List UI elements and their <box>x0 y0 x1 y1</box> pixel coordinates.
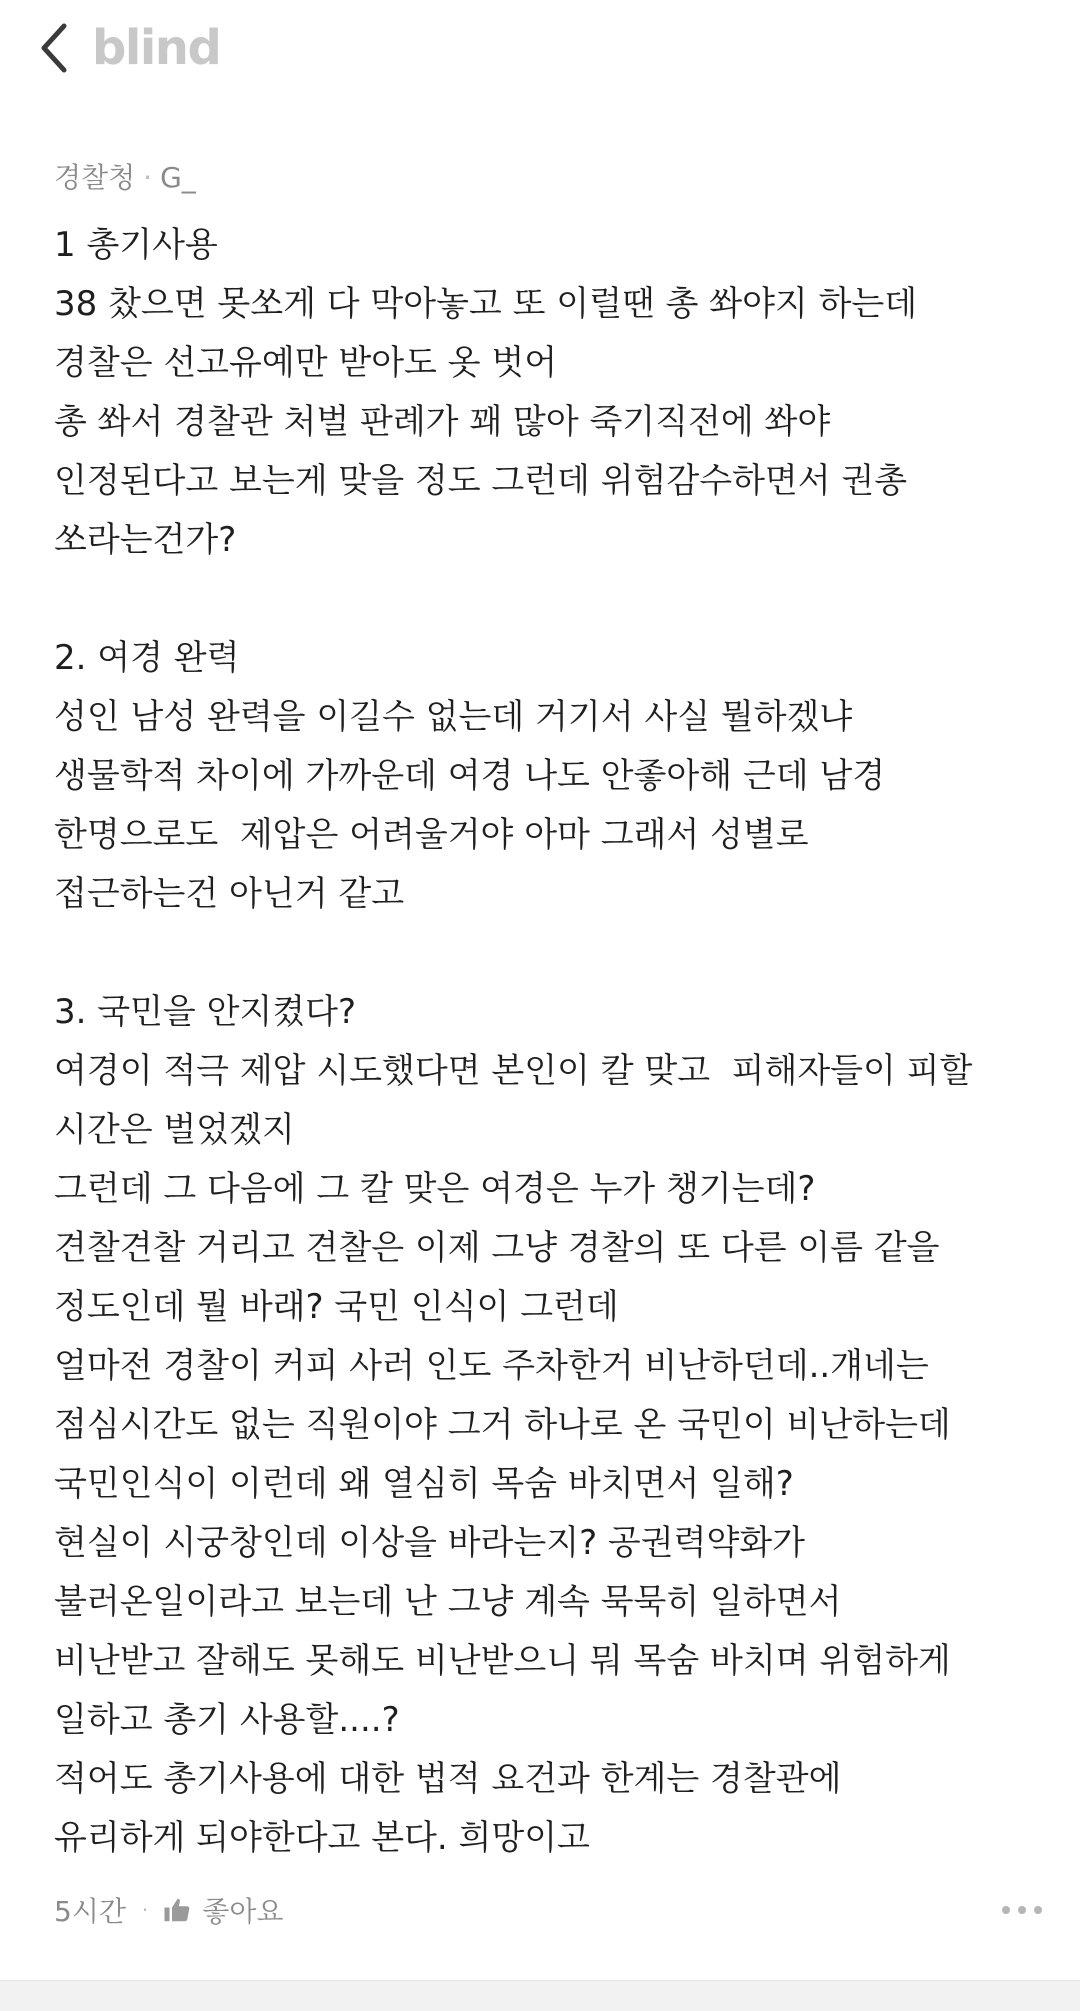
author-company[interactable]: 경찰청 <box>54 161 136 194</box>
more-dot <box>1002 1906 1010 1914</box>
author-separator: · <box>143 161 153 194</box>
like-button[interactable] <box>162 1890 283 1930</box>
blank-line <box>54 924 1054 983</box>
post-text-line: 1 총기사용 <box>54 225 218 265</box>
post-text-line: 경찰은 선고유예만 받아도 옷 벗어 <box>54 343 558 383</box>
blind-logo[interactable]: blind <box>92 20 221 76</box>
post-body <box>54 216 1054 1868</box>
post-text-line: 점심시간도 없는 직원이야 그거 하나로 온 국민이 비난하는데 <box>54 1405 951 1445</box>
post-text-line: 성인 남성 완력을 이길수 없는데 거기서 사실 뭘하겠냐 <box>54 697 853 737</box>
post-text-line: 총 쏴서 경찰관 처벌 판례가 꽤 많아 죽기직전에 쏴야 <box>54 402 831 442</box>
thumbs-up-icon <box>162 1895 192 1925</box>
blank-line <box>54 570 1054 629</box>
post-author <box>54 158 196 198</box>
post-footer <box>54 1885 1034 1935</box>
post-text-line: 그런데 그 다음에 그 칼 맞은 여경은 누가 챙기는데? <box>54 1169 816 1209</box>
post-text-line: 38 찼으면 못쏘게 다 막아놓고 또 이럴땐 총 쏴야지 하는데 <box>54 284 918 324</box>
like-label: 좋아요 <box>202 1895 284 1928</box>
more-dot <box>1018 1906 1026 1914</box>
post-text-line: 정도인데 뭘 바래? 국민 인식이 그런데 <box>54 1287 619 1327</box>
post-text-line: 생물학적 차이에 가까운데 여경 나도 안좋아해 근데 남경 <box>54 756 886 796</box>
post-text-line: 시간은 벌었겠지 <box>54 1110 295 1150</box>
post-text-line: 접근하는건 아닌거 같고 <box>54 874 405 914</box>
post-text-line: 국민인식이 이런데 왜 열심히 목숨 바치면서 일해? <box>54 1464 794 1504</box>
chevron-left-icon <box>36 20 76 76</box>
post-text-line: 불러온일이라고 보는데 난 그냥 계속 묵묵히 일하면서 <box>54 1582 842 1622</box>
post-text-line: 3. 국민을 안지켰다? <box>54 992 357 1032</box>
post-text-line: 현실이 시궁창인데 이상을 바라는지? 공권력약화가 <box>54 1523 805 1563</box>
post-text-line: 비난받고 잘해도 못해도 비난받으니 뭐 목숨 바치며 위험하게 <box>54 1641 951 1681</box>
top-bar <box>0 0 1080 100</box>
post-text-line: 여경이 적극 제압 시도했다면 본인이 칼 맞고 피해자들이 피할 <box>54 1051 973 1091</box>
post-text-line: 얼마전 경찰이 커피 사러 인도 주차한거 비난하던데..걔네는 <box>54 1346 929 1386</box>
more-options-button[interactable] <box>1002 1900 1042 1920</box>
post-text-line: 인정된다고 보는게 맞을 정도 그런데 위험감수하면서 권총 <box>54 461 908 501</box>
more-dot <box>1034 1906 1042 1914</box>
post-text-line: 견찰견찰 거리고 견찰은 이제 그냥 경찰의 또 다른 이름 같을 <box>54 1228 940 1268</box>
post-text-line: 2. 여경 완력 <box>54 638 240 678</box>
post-text-line: 쏘라는건가? <box>54 520 237 560</box>
footer-separator: · <box>141 1898 149 1922</box>
back-button[interactable] <box>36 20 76 76</box>
post-text-line: 유리하게 되야한다고 본다. 희망이고 <box>54 1818 590 1858</box>
author-name: G_ <box>160 161 196 194</box>
post-text-line: 적어도 총기사용에 대한 법적 요건과 한계는 경찰관에 <box>54 1759 842 1799</box>
post-text-line: 일하고 총기 사용할....? <box>54 1700 400 1740</box>
bottom-divider <box>0 1980 1080 2011</box>
post-time: 5시간 <box>54 1895 126 1928</box>
post-text-line: 한명으로도 제압은 어려울거야 아마 그래서 성별로 <box>54 815 809 855</box>
